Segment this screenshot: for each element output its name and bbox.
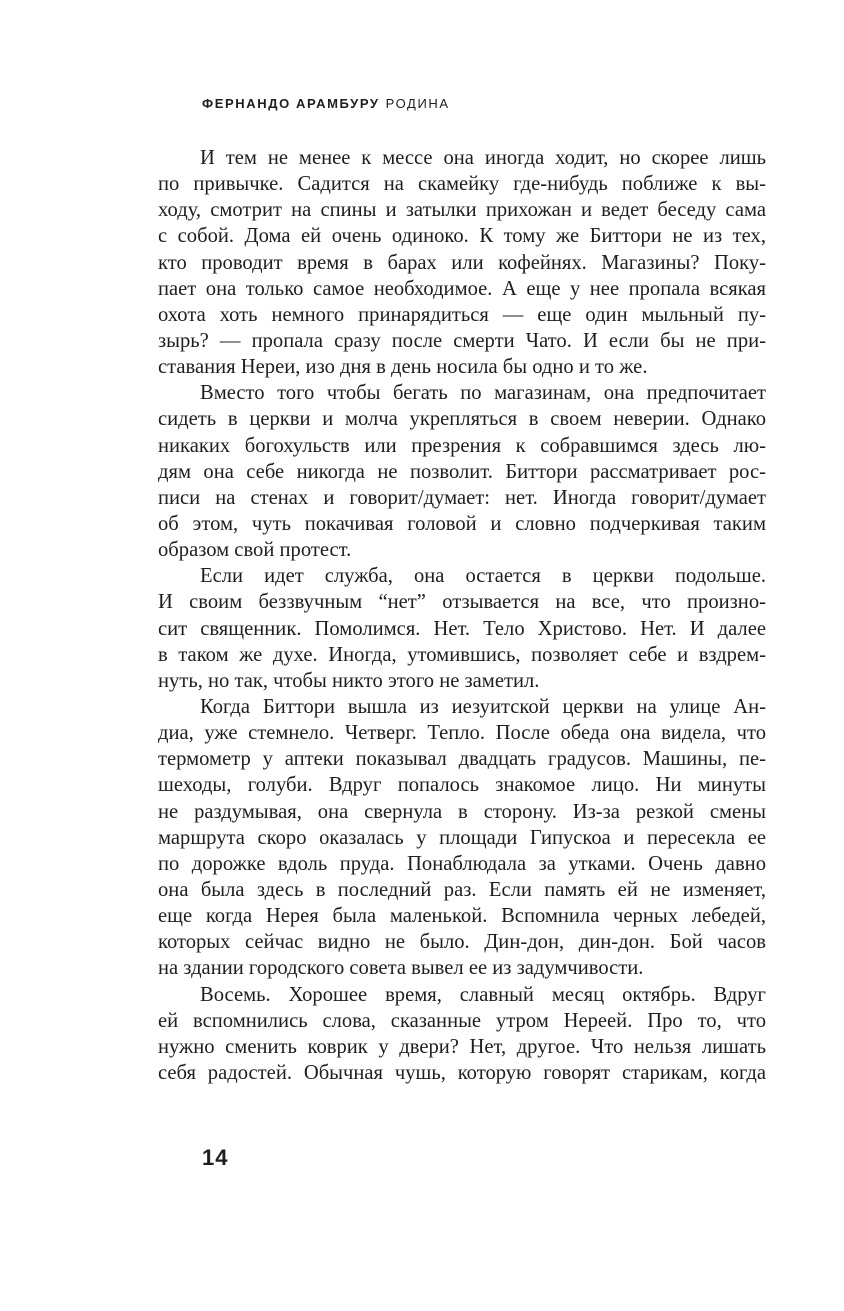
text-line: И тем не менее к мессе она иногда ходит, но скорее лишь <box>200 147 766 169</box>
text-line: сидеть в церкви и молча укрепляться в своем неверии. Однако <box>158 408 766 431</box>
text-line: нуть, но так, чтобы никто этого не заметил. <box>158 669 540 692</box>
text-line: ходу, смотрит на спины и затылки прихожан и ведет беседу сама <box>158 199 766 222</box>
text-line: Когда Биттори вышла из иезуитской церкви на улице Ан- <box>200 695 766 718</box>
text-line: никаких богохульств или презрения к собравшимся здесь лю- <box>158 434 766 457</box>
text-line: об этом, чуть покачивая головой и словно подчеркивая таким <box>158 512 766 535</box>
text-line: нужно сменить коврик у двери? Нет, другое. Что нельзя лишать <box>158 1035 766 1058</box>
text-line: не раздумывая, она свернула в сторону. Из-за резкой смены <box>158 800 766 823</box>
text-line: с собой. Дома ей очень одиноко. К тому же Биттори не из тех, <box>158 225 766 248</box>
text-line: кто проводит время в барах или кофейнях. Магазины? Поку- <box>158 251 766 274</box>
text-line: И своим беззвучным “нет” отзывается на все, что произно- <box>158 591 766 614</box>
paragraph <box>158 563 766 694</box>
paragraph <box>158 380 766 563</box>
text-line: Вместо того чтобы бегать по магазинам, она предпочитает <box>200 382 766 405</box>
running-head <box>202 96 450 111</box>
text-line: ей вспомнились слова, сказанные утром Нереей. Про то, что <box>158 1009 766 1032</box>
text-line: термометр у аптеки показывал двадцать градусов. Машины, пе- <box>158 748 766 771</box>
text-line: дям она себе никогда не позволит. Биттори рассматривает рос- <box>158 460 766 483</box>
text-line: охота хоть немного принарядиться — еще один мыльный пу- <box>158 303 766 326</box>
running-head-book-title: РОДИНА <box>385 96 450 111</box>
text-line: по дорожке вдоль пруда. Понаблюдала за утками. Очень давно <box>158 852 766 875</box>
text-line: сит священник. Помолимся. Нет. Тело Христово. Нет. И далее <box>158 617 766 640</box>
text-line: пает она только самое необходимое. А еще у нее пропала всякая <box>158 277 766 300</box>
paragraph <box>158 982 766 1087</box>
body-text <box>158 145 766 1086</box>
text-line: она была здесь в последний раз. Если память ей не изменяет, <box>158 878 766 901</box>
running-head-author: ФЕРНАНДО АРАМБУРУ <box>202 96 380 111</box>
text-line: зырь? — пропала сразу после смерти Чато. И если бы не при- <box>158 329 766 352</box>
paragraph <box>158 694 766 982</box>
text-line: Если идет служба, она остается в церкви подольше. <box>200 565 766 588</box>
page-number: 14 <box>202 1145 229 1170</box>
text-line: маршрута скоро оказалась у площади Гипускоа и пересекла ее <box>158 826 766 849</box>
text-line: по привычке. Садится на скамейку где-нибудь поближе к вы- <box>158 173 766 196</box>
text-line: писи на стенах и говорит/думает: нет. Иногда говорит/думает <box>158 486 766 509</box>
text-line: еще когда Нерея была маленькой. Вспомнила черных лебедей, <box>158 905 766 928</box>
text-line: шеходы, голуби. Вдруг попалось знакомое лицо. Ни минуты <box>158 774 766 797</box>
text-line: ставания Нереи, изо дня в день носила бы одно и то же. <box>158 356 648 379</box>
text-line: в таком же духе. Иногда, утомившись, позволяет себе и вздрем- <box>158 643 766 666</box>
text-line: образом свой протест. <box>158 539 352 562</box>
text-line: которых сейчас видно не было. Дин-дон, дин-дон. Бой часов <box>158 931 766 954</box>
text-line: диа, уже стемнело. Четверг. Тепло. После обеда она видела, что <box>158 722 766 745</box>
text-line: Восемь. Хорошее время, славный месяц октябрь. Вдруг <box>200 983 766 1006</box>
text-line: себя радостей. Обычная чушь, которую говорят старикам, когда <box>158 1061 766 1084</box>
paragraph <box>158 145 766 380</box>
text-line: на здании городского совета вывел ее из задумчивости. <box>158 957 644 980</box>
